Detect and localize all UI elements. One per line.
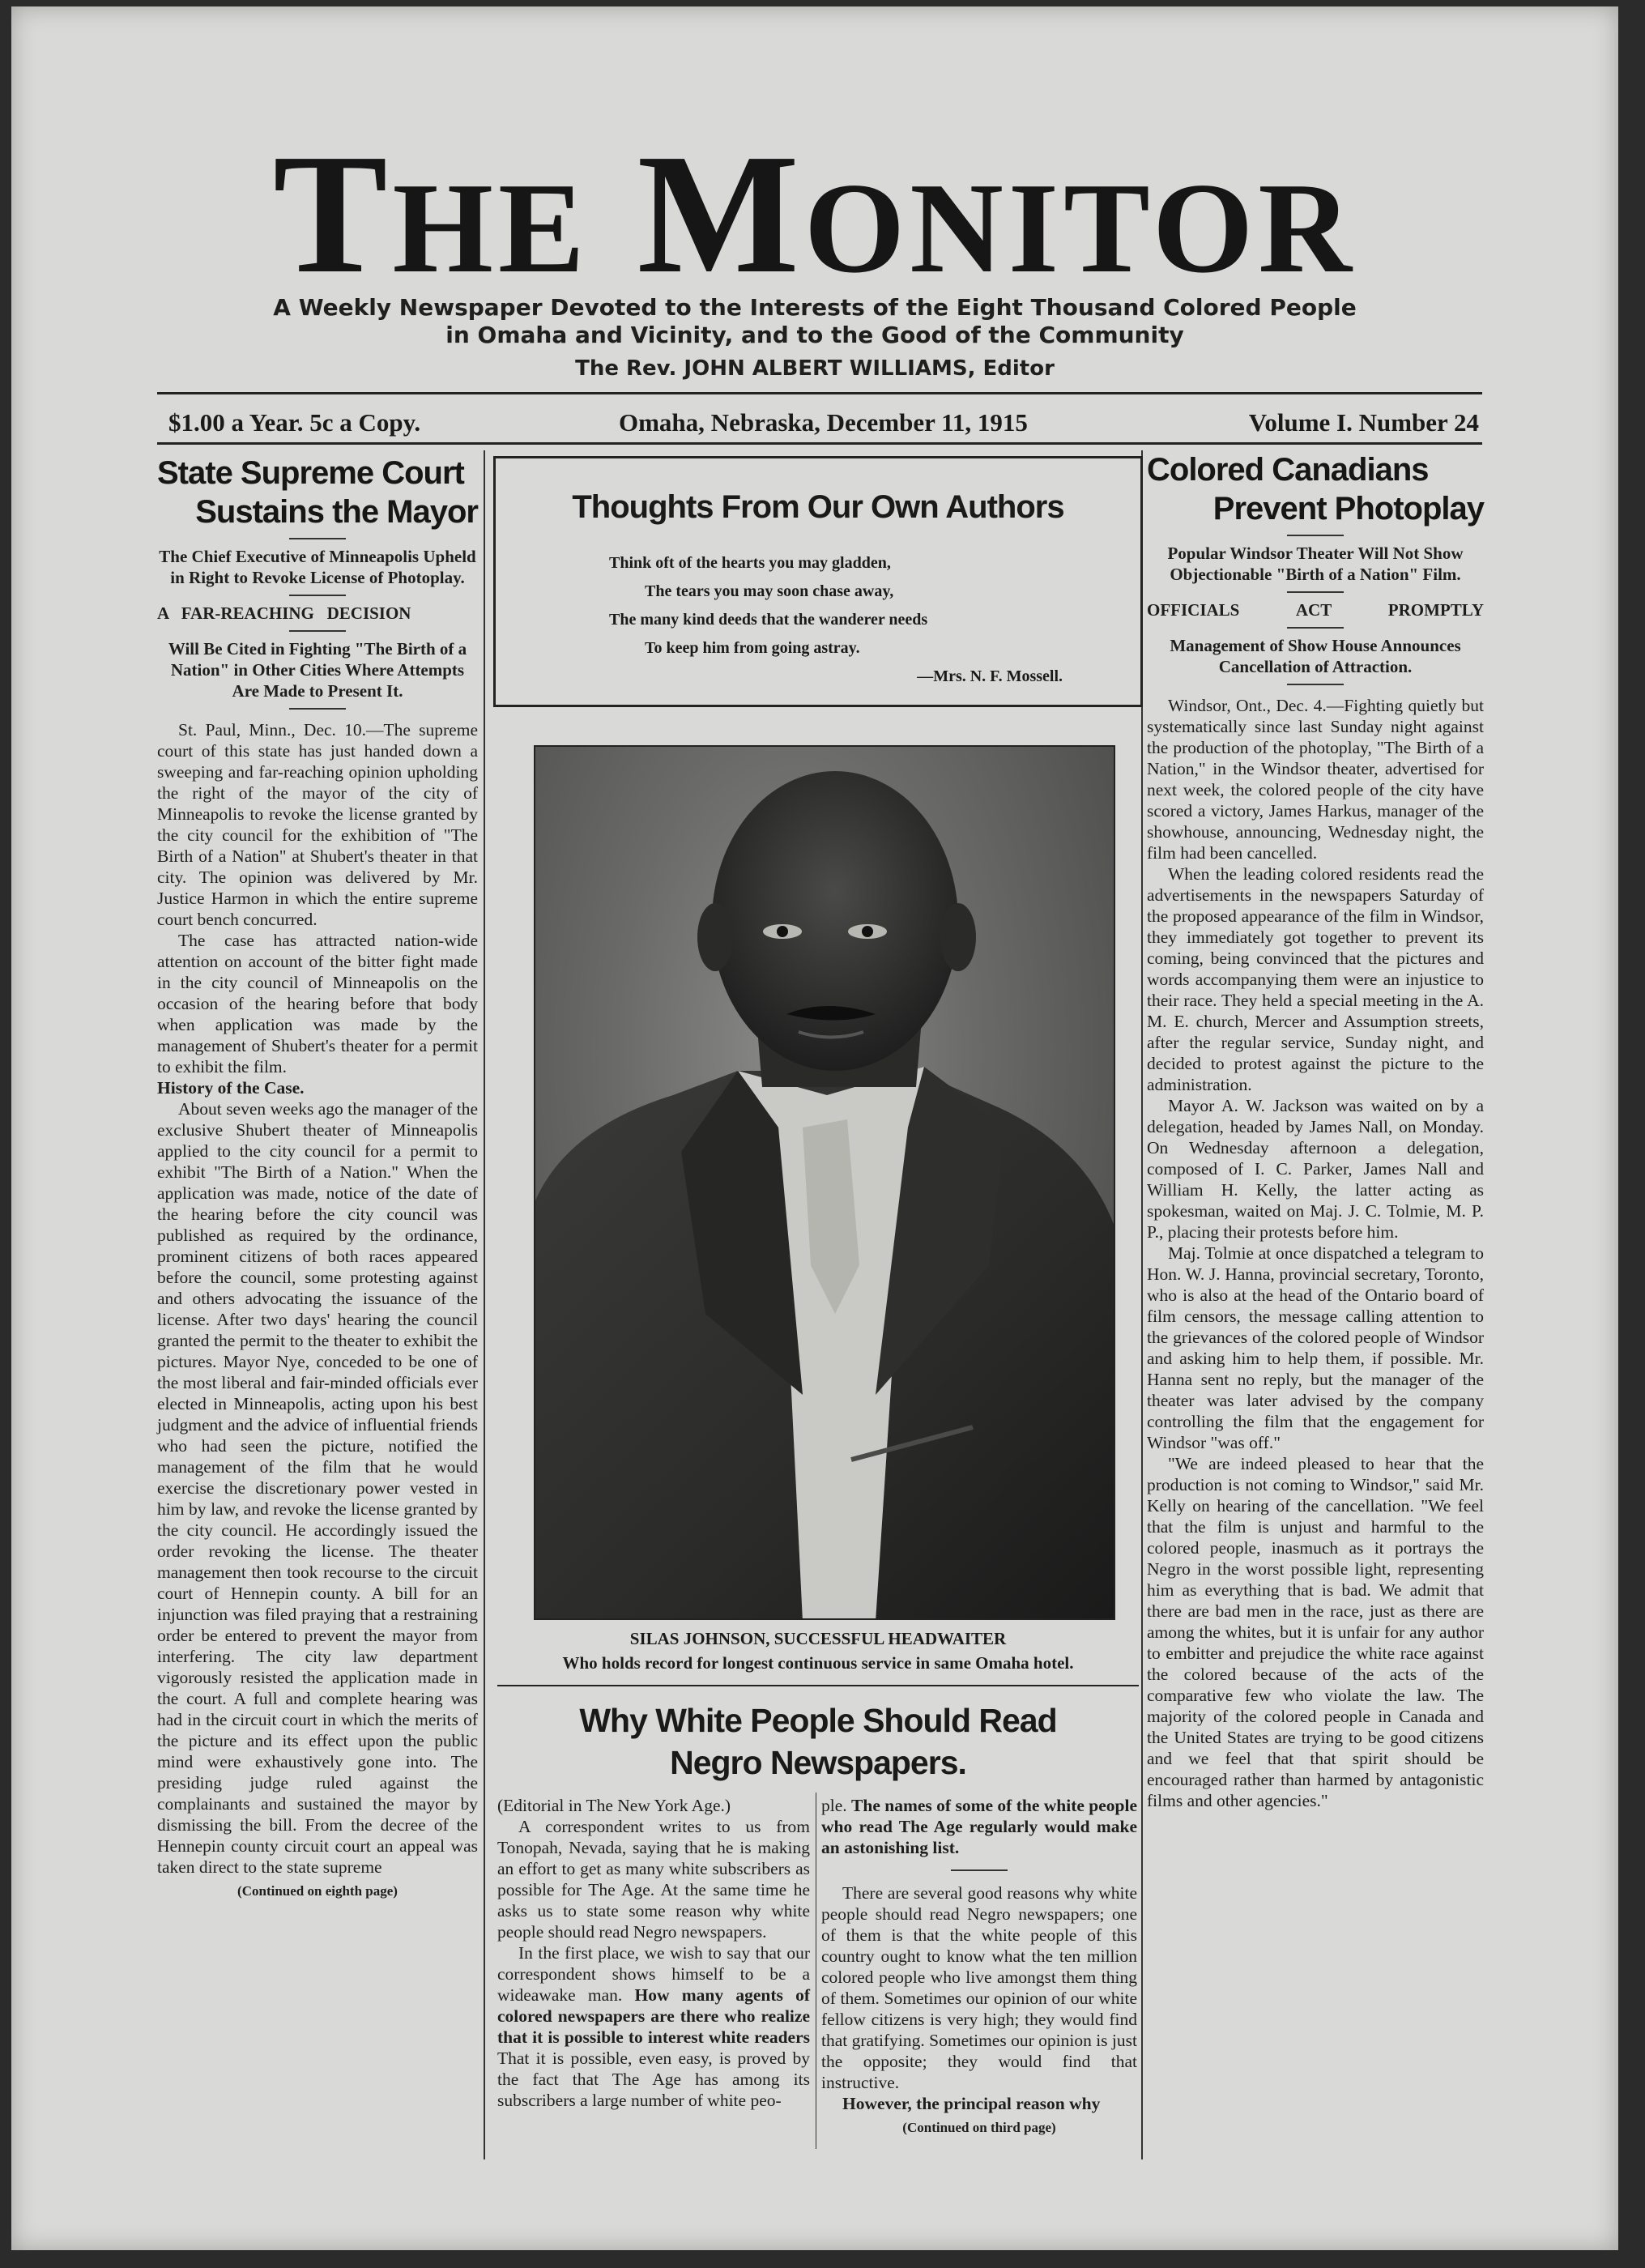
center-column-2 — [821, 1795, 1137, 2138]
left-paragraph-2: The case has attracted nation-wide attention on account of the bitter fight made in the city council of Minneapolis on the occasion of the hearing before that body when application was made by the management of Shubert's theater for a permit to exhibit the film. — [157, 931, 478, 1076]
poem-title: Thoughts From Our Own Authors — [572, 489, 1064, 525]
left-article — [157, 454, 478, 1902]
left-headline-1: State Supreme Court — [157, 455, 464, 491]
center-paragraph-2: In the first place, we wish to say that our correspondent shows himself to be a wideawake man. How many agents of colored newspapers are there who realize that it is possible to interest white readers That it is possible, even easy, is proved by the fact that The Age has among its subscribers a large number of white peo- — [497, 1943, 810, 2110]
right-deck-3: Management of Show House Announces Cancellation of Attraction. — [1170, 636, 1461, 676]
dateline-text: Omaha, Nebraska, December 11, 1915 — [619, 408, 1028, 437]
right-paragraph-1: Windsor, Ont., Dec. 4.—Fighting quietly but systematically since last Sunday night against the production of the photoplay, "The Birth of a Nation," in the Windsor theater, advertised for next week, the colored people of the city have scored a victory, James Harkus, manager of the showhouse, announcing, Wednesday night, the film had been cancelled. — [1147, 696, 1484, 863]
masthead-editor: The Rev. JOHN ALBERT WILLIAMS, Editor — [575, 356, 1055, 381]
left-continued: (Continued on eighth page) — [237, 1883, 398, 1899]
center-headline: Why White People Should Read Negro Newspapers. — [579, 1702, 1057, 1781]
center-source: (Editorial in The New York Age.) — [497, 1796, 731, 1815]
poem-author: —Mrs. N. F. Mossell. — [917, 667, 1063, 685]
right-deck-2: OFFICIALS ACT PROMPTLY — [1147, 600, 1484, 620]
center-paragraph-1: A correspondent writes to us from Tonopah, Nevada, saying that he is making an effort to get as many white subscribers as possible for The Age. At the same time he asks us to state some reason why white people should read Negro newspapers. — [497, 1817, 810, 1942]
photo-caption-name: SILAS JOHNSON, SUCCESSFUL HEADWAITER — [629, 1629, 1007, 1648]
top-rule — [157, 392, 1482, 394]
left-headline-2: Sustains the Mayor — [195, 494, 478, 530]
portrait-photo — [534, 745, 1115, 1620]
right-headline-2: Prevent Photoplay — [1212, 491, 1484, 526]
center-paragraph-3: ple. The names of some of the white people who read The Age regularly would make an astonishing list. — [821, 1796, 1137, 1857]
masthead-subtitle: A Weekly Newspaper Devoted to the Interests of the Eight Thousand Colored People in Omaha and Vicinity, and to the Good of the Community — [273, 294, 1357, 348]
poem-lines: Think oft of the hearts you may gladden, The tears you may soon chase away, The many kind deeds that the wanderer needs To keep him from going astray. —Mrs. N. F. Mossell. — [609, 549, 1063, 691]
center-paragraph-4: There are several good reasons why white people should read Negro newspapers; one of them is that the white people of this country ought to know what the ten million colored people who live amongst them thing of them. Sometimes our opinion of our white fellow citizens is very high; they would find that gratifying. Sometimes our opinion is just the opposite; they would find that instructive. — [821, 1883, 1137, 2092]
right-paragraph-4: Maj. Tolmie at once dispatched a telegram to Hon. W. J. Hanna, provincial secretary, Toronto, who is also at the head of the Ontario board of film censors, the message calling attention to the grievances of the colored people of Windsor and asking him to help them, if possible. Mr. Hanna sent no reply, but the manager of the theater was later advised by the company controlling the film that the engagement for Windsor "was off." — [1147, 1243, 1484, 1452]
info-bar — [157, 403, 1482, 439]
volume-text: Volume I. Number 24 — [1248, 408, 1479, 437]
left-subhead: History of the Case. — [157, 1078, 305, 1098]
info-rule — [157, 442, 1482, 445]
masthead-title: THE MONITOR — [273, 118, 1357, 309]
poem-box — [493, 456, 1143, 707]
price-text: $1.00 a Year. 5c a Copy. — [168, 408, 421, 437]
right-paragraph-5: "We are indeed pleased to hear that the production is not coming to Windsor," said Mr. Kelly on hearing of the cancellation. "We feel that the film is unjust and harmful to the colored people, inasmuch as it portrays the Negro in the worst possible light, representing him as everything that is bad. We admit that there are bad men in the race, just as there are among the whites, but it is unfair for any author to embitter and prejudice the white race against the colored because of the acts of the comparative few who violate the law. The majority of the colored people in Canada and the United States are trying to be good citizens and we feel that that spirit should be encouraged rather than harmed by antagonistic films and other agencies." — [1147, 1454, 1484, 1810]
left-paragraph-1: St. Paul, Minn., Dec. 10.—The supreme court of this state has just handed down a sweeping and far-reaching opinion upholding the right of the mayor of the city of Minneapolis to revoke the license granted by the city council for the exhibition of "The Birth of a Nation" at Shubert's theater in that city. The opinion was delivered by Mr. Justice Harmon in which the entire supreme court bench concurred. — [157, 720, 478, 929]
left-deck-2: A FAR-REACHING DECISION — [157, 603, 411, 623]
center-continued: (Continued on third page) — [902, 2120, 1056, 2135]
right-paragraph-3: Mayor A. W. Jackson was waited on by a delegation, headed by James Nall, on Monday. On Wednesday afternoon a delegation, composed of I. C. Parker, James Nall and William H. Kelly, the latter acting as spokesman, waited on Maj. J. C. Tolmie, M. P. P., placing their protests before him. — [1147, 1096, 1484, 1242]
photo-caption — [493, 1626, 1143, 1675]
center-column-1 — [497, 1795, 810, 2111]
center-paragraph-5: However, the principal reason why — [842, 2094, 1101, 2113]
left-deck-3: Will Be Cited in Fighting "The Birth of a Nation" in Other Cities Where Attempts Are Made to Present It. — [168, 639, 467, 701]
column-rule-left — [484, 450, 485, 2159]
right-paragraph-2: When the leading colored residents read the advertisements in the newspapers Saturday of the proposed appearance of the film in Windsor, they immediately got together to prevent its coming, being convinced that the pictures and words accompanying them were an injustice to their race. They held a special meeting in the A. M. E. church, Mercer and Assumption streets, after the regular service, Sunday night, and decided to protest against the picture to the administration. — [1147, 864, 1484, 1094]
right-headline-1: Colored Canadians — [1147, 452, 1429, 488]
newspaper-page — [11, 6, 1618, 2250]
photo-caption-detail: Who holds record for longest continuous service in same Omaha hotel. — [562, 1653, 1074, 1673]
right-deck-1: Popular Windsor Theater Will Not Show Objectionable "Birth of a Nation" Film. — [1167, 544, 1464, 584]
right-article — [1147, 450, 1484, 1811]
left-deck-1: The Chief Executive of Minneapolis Upheld in Right to Revoke License of Photoplay. — [159, 547, 476, 587]
left-paragraph-3: About seven weeks ago the manager of the exclusive Shubert theater of Minneapolis applied to the city council for a permit to exhibit "The Birth of a Nation." When the application was made, notice of the date of the hearing before the city council was published as required by the ordinance, prominent citizens of both races appeared before the council, some protesting against and others advocating the issuance of the license. After two days' hearing the council granted the permit to the theater to exhibit the pictures. Mayor Nye, conceded to be one of the most liberal and fair-minded officials ever elected in Minneapolis, acting upon his best judgment and the advice of influential friends who had seen the picture, notified the management of the film that he would exercise the discretionary power vested in him by law, and revoke the license granted by the city council. He accordingly issued the order revoking the license. The theater management then took recourse to the circuit court of Hennepin county. A bill for an injunction was filed praying that a restraining order be entered to prevent the mayor from interfering. The city law department vigorously resisted the application made in the court. A full and complete hearing was had in the circuit court in which the merits of the picture and its effect upon the public mind were exhaustively gone into. The presiding judge ruled against the complainants and sustained the mayor by dismissing the bill. From the decree of the Hennepin county circuit court an appeal was taken direct to the state supreme — [157, 1099, 478, 1877]
portrait-illustration — [535, 747, 1115, 1620]
